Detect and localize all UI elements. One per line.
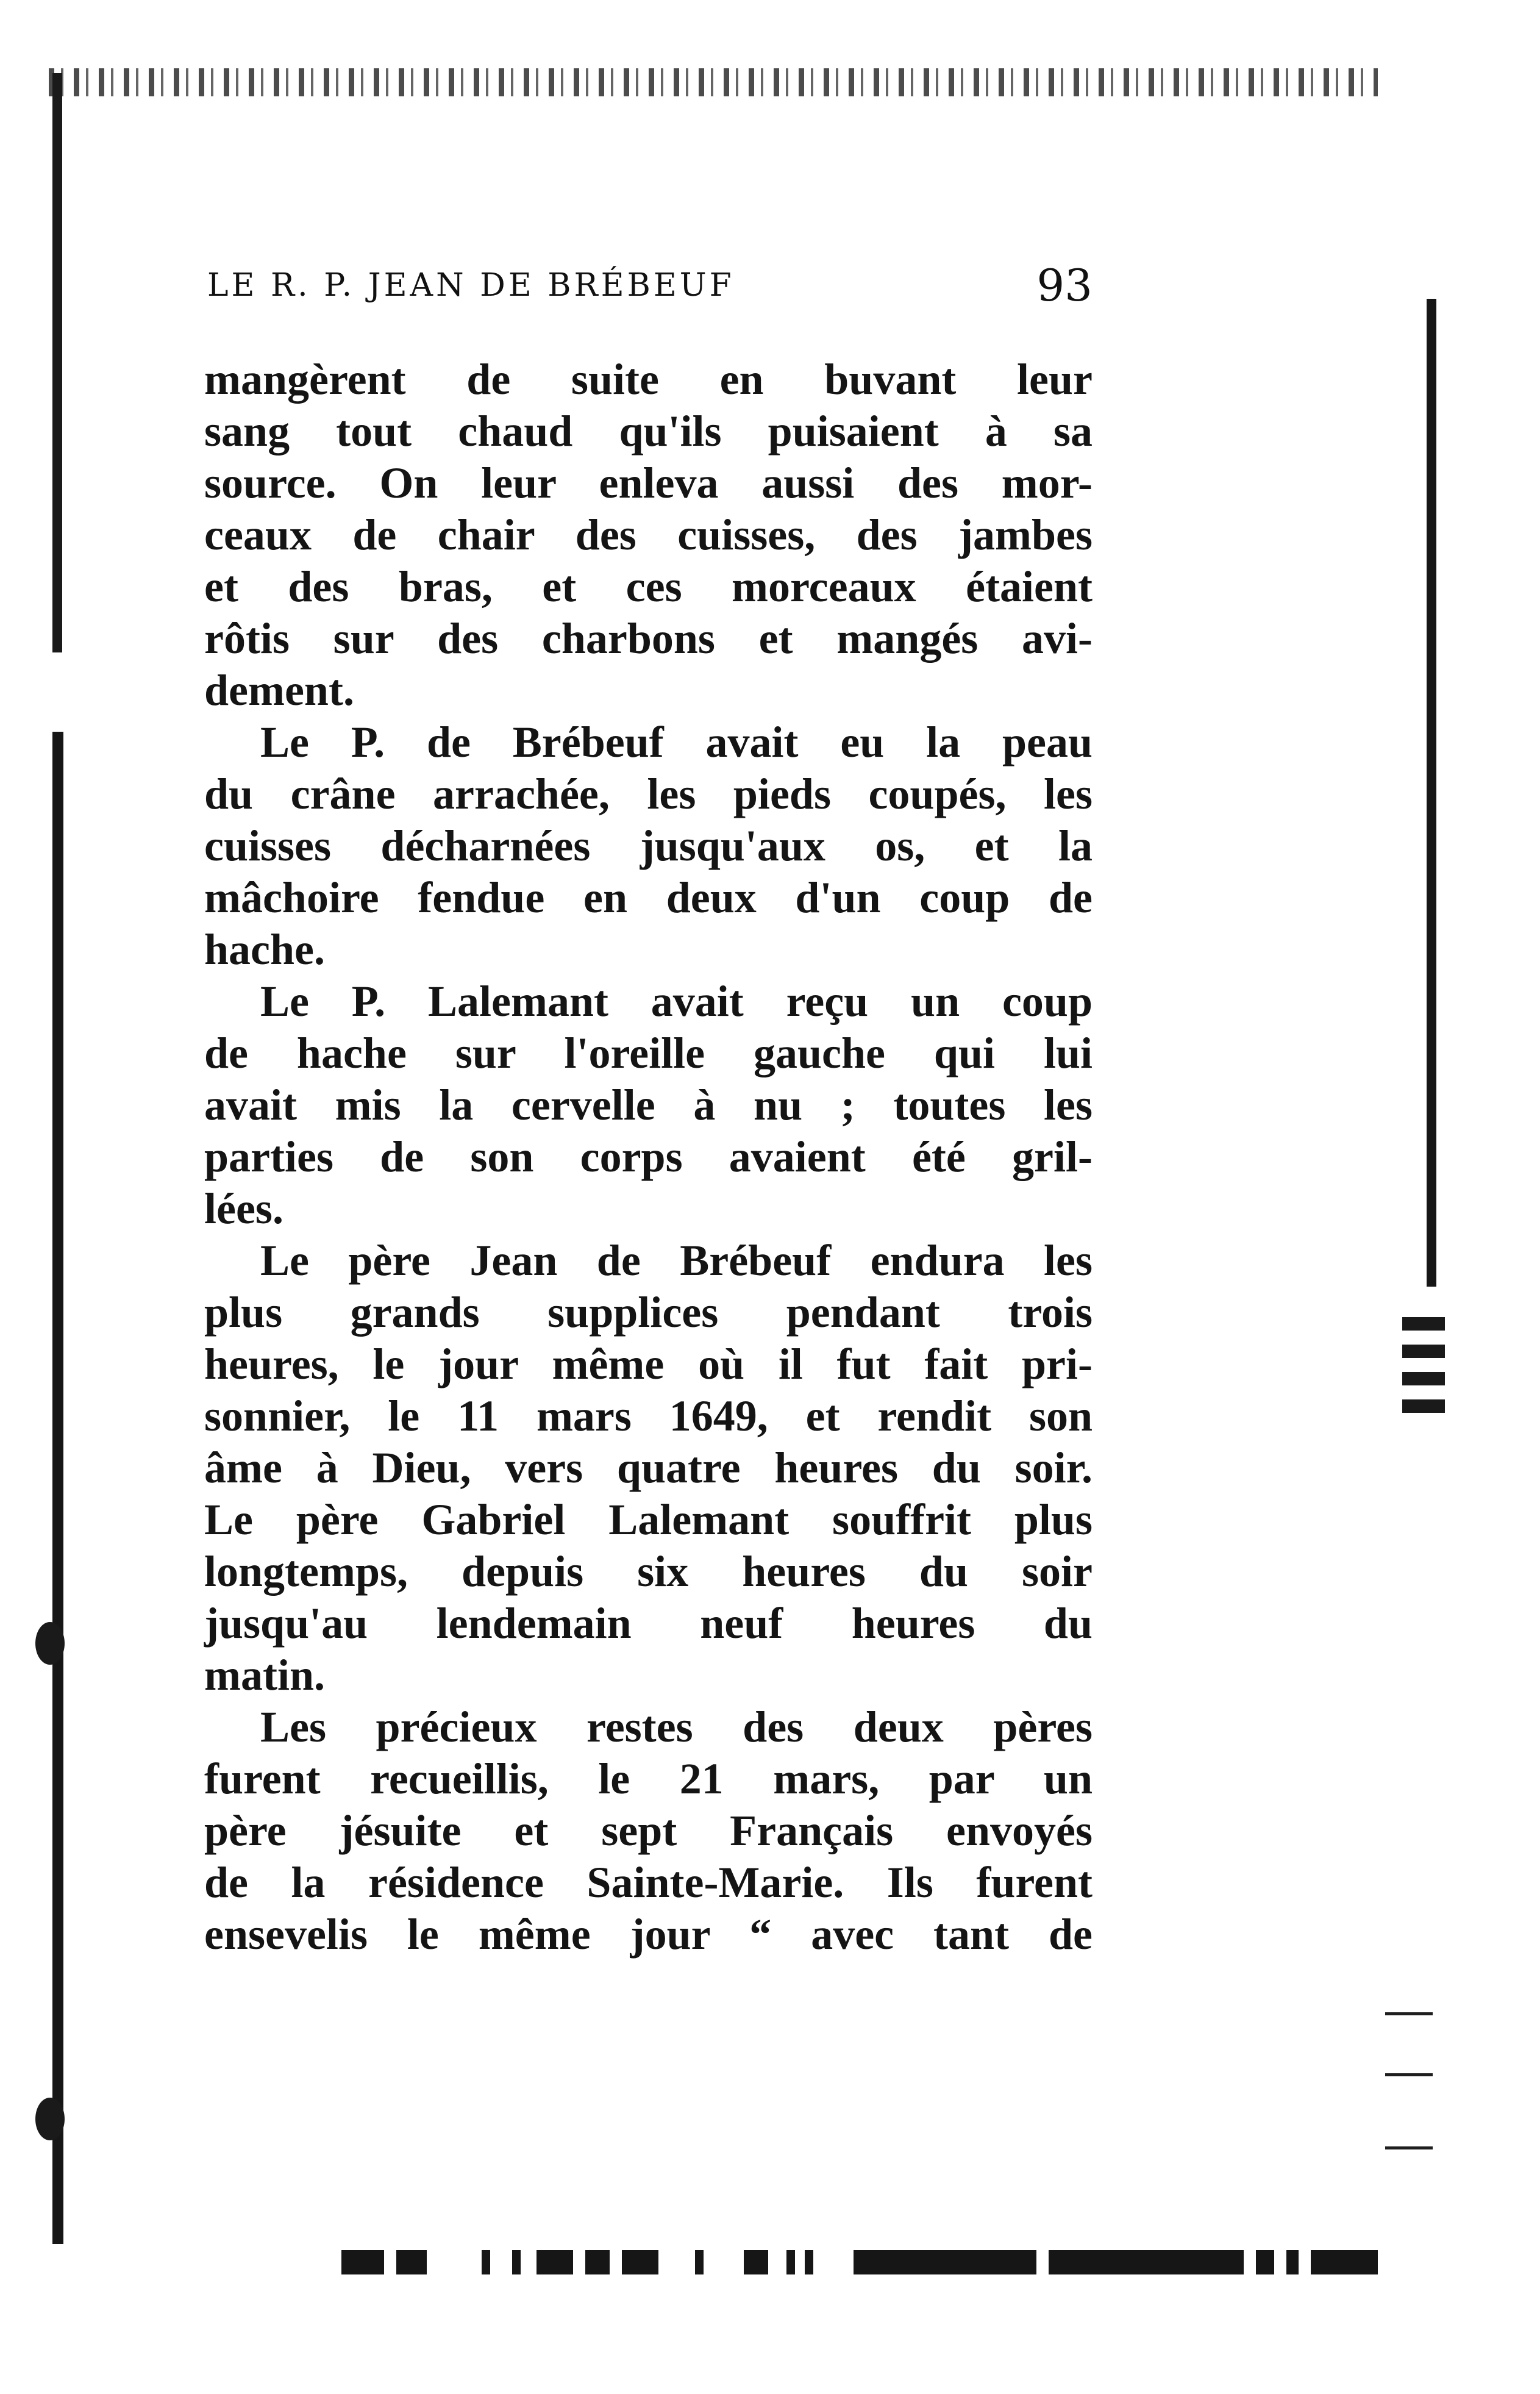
text-line: Les précieux restes des deux pères [260, 1703, 1093, 1751]
scan-bottom-mark [585, 2250, 610, 2274]
scan-bottom-mark [1311, 2250, 1378, 2274]
scan-right-mark [1402, 1317, 1445, 1331]
text-line: et des bras, et ces morceaux étaient [204, 562, 1093, 611]
scan-left-blot-lower [35, 2098, 65, 2140]
text-line: sang tout chaud qu'ils puisaient à sa [204, 407, 1093, 456]
text-line: avait mis la cervelle à nu ; toutes les [204, 1081, 1093, 1129]
text-line: dement. [204, 666, 354, 715]
text-line: hache. [204, 925, 325, 974]
paragraph [204, 716, 1093, 976]
scan-bottom-mark [537, 2250, 573, 2274]
scan-right-border [1427, 299, 1436, 1287]
text-line: source. On leur enleva aussi des mor- [204, 459, 1093, 507]
text-line: du crâne arrachée, les pieds coupés, les [204, 770, 1093, 818]
text-line: sonnier, le 11 mars 1649, et rendit son [204, 1392, 1093, 1440]
text-line: jusqu'au lendemain neuf heures du [204, 1599, 1093, 1648]
scan-right-mark [1402, 1345, 1445, 1358]
text-line: Le père Gabriel Lalemant souffrit plus [204, 1495, 1093, 1544]
text-line: plus grands supplices pendant trois [204, 1288, 1093, 1337]
scan-left-border-lower [52, 732, 63, 2244]
running-title: LE R. P. JEAN DE BRÉBEUF [207, 267, 735, 304]
scan-bottom-mark [1256, 2250, 1274, 2274]
text-line: lées. [204, 1184, 283, 1233]
scan-bottom-mark [512, 2250, 521, 2274]
text-line: âme à Dieu, vers quatre heures du soir. [204, 1443, 1093, 1492]
scan-bottom-mark [744, 2250, 768, 2274]
text-line: cuisses décharnées jusqu'aux os, et la [204, 821, 1093, 870]
text-line: mâchoire fendue en deux d'un coup de [204, 873, 1093, 922]
text-line: de hache sur l'oreille gauche qui lui [204, 1029, 1093, 1077]
scan-right-tick [1385, 2146, 1433, 2149]
scan-right-mark [1402, 1372, 1445, 1385]
scan-bottom-mark [1286, 2250, 1299, 2274]
text-line: ceaux de chair des cuisses, des jambes [204, 510, 1093, 559]
paragraph [204, 1701, 1093, 1960]
scan-bottom-mark [341, 2250, 384, 2274]
scan-bottom-mark [695, 2250, 704, 2274]
text-line: heures, le jour même où il fut fait pri- [204, 1340, 1093, 1388]
text-line: de la résidence Sainte-Marie. Ils furent [204, 1858, 1093, 1907]
text-line: rôtis sur des charbons et mangés avi- [204, 614, 1093, 663]
scan-bottom-mark [482, 2250, 490, 2274]
scan-bottom-mark [786, 2250, 795, 2274]
text-line: mangèrent de suite en buvant leur [204, 355, 1093, 404]
page-number: 93 [1036, 260, 1093, 311]
text-line: Le père Jean de Brébeuf endura les [260, 1236, 1093, 1285]
text-line: père jésuite et sept Français envoyés [204, 1806, 1093, 1855]
running-header [207, 255, 1093, 316]
text-line: parties de son corps avaient été gril- [204, 1132, 1093, 1181]
paragraph [204, 354, 1093, 716]
scan-left-border [52, 73, 62, 652]
body-text [204, 354, 1093, 1960]
scan-bottom-mark [622, 2250, 658, 2274]
scan-bottom-mark [805, 2250, 813, 2274]
text-line: matin. [204, 1651, 325, 1699]
scan-bottom-mark [1049, 2250, 1244, 2274]
paragraph [204, 976, 1093, 1235]
scan-bottom-mark [854, 2250, 1036, 2274]
text-line: furent recueillis, le 21 mars, par un [204, 1754, 1093, 1803]
paragraph [204, 1235, 1093, 1701]
scan-left-blot [35, 1622, 65, 1665]
text-line: Le P. Lalemant avait reçu un coup [260, 977, 1093, 1026]
scan-right-mark [1402, 1399, 1445, 1413]
scan-right-tick [1385, 2073, 1433, 2076]
scan-bottom-mark [396, 2250, 427, 2274]
scan-top-edge [49, 68, 1378, 96]
text-line: Le P. de Brébeuf avait eu la peau [260, 718, 1093, 766]
scan-right-tick [1385, 2012, 1433, 2015]
text-line: longtemps, depuis six heures du soir [204, 1547, 1093, 1596]
text-line: ensevelis le même jour “ avec tant de [204, 1910, 1093, 1959]
